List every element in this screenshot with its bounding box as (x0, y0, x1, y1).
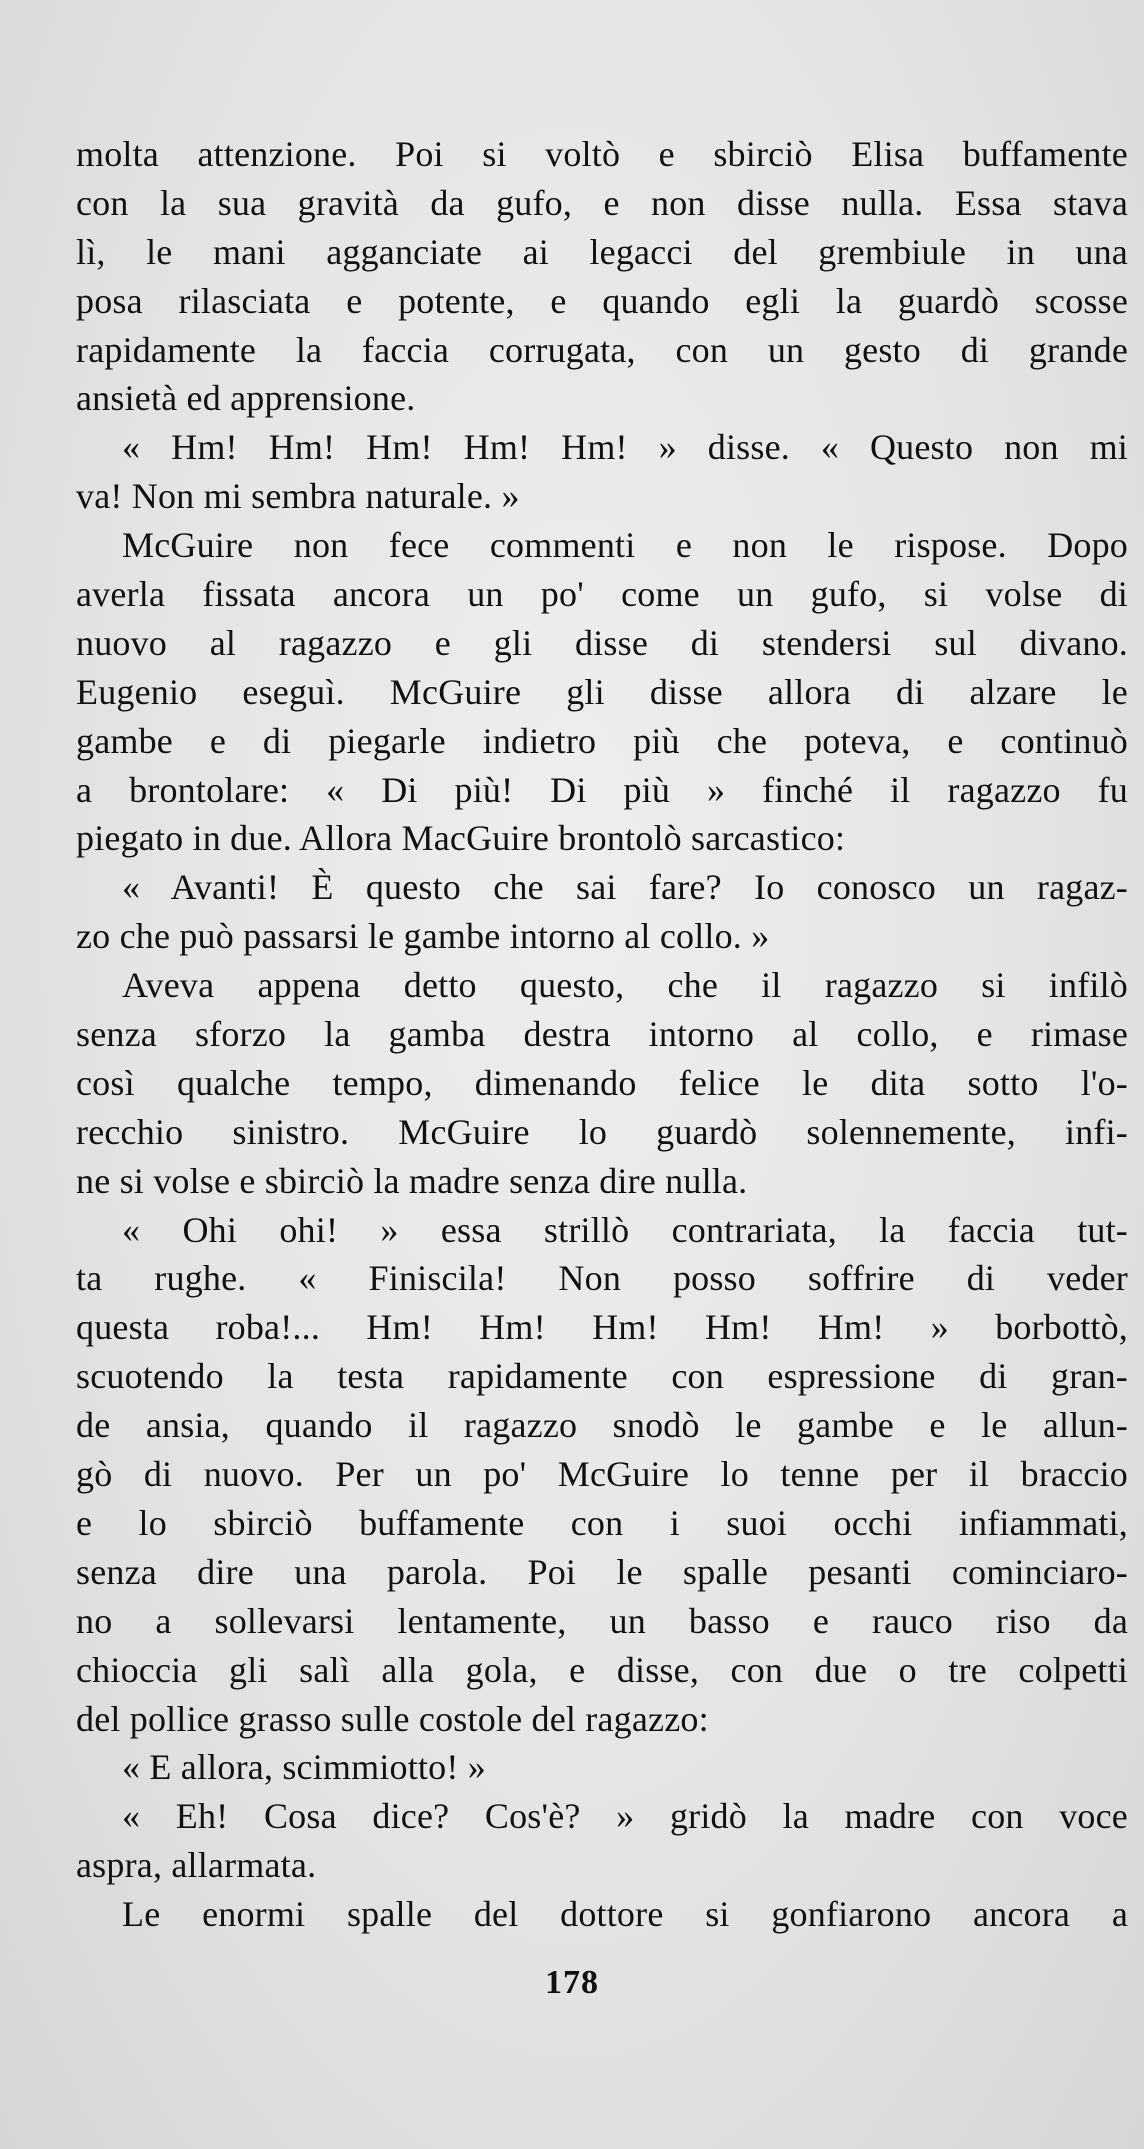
text-line: « Hm! Hm! Hm! Hm! Hm! » disse. « Questo non mi (122, 427, 1128, 468)
text-line: McGuire non fece commenti e non le rispose. Dopo (122, 525, 1128, 566)
text-line: così qualche tempo, dimenando felice le dita sotto l'o- (76, 1062, 1128, 1103)
text-line: no a sollevarsi lentamente, un basso e rauco riso da (76, 1600, 1128, 1641)
text-line: chioccia gli salì alla gola, e disse, con due o tre colpetti (76, 1649, 1128, 1690)
text-line: zo che può passarsi le gambe intorno al collo. » (76, 916, 770, 957)
text-line: « Avanti! È questo che sai fare? Io conosco un ragaz- (122, 867, 1128, 908)
text-line: questa roba!... Hm! Hm! Hm! Hm! Hm! » borbottò, (76, 1307, 1128, 1348)
text-line: ne si volse e sbirciò la madre senza dire nulla. (76, 1160, 748, 1201)
text-line: piegato in due. Allora MacGuire brontolò sarcastico: (76, 818, 846, 859)
text-line: ansietà ed apprensione. (76, 378, 416, 419)
text-line: gò di nuovo. Per un po' McGuire lo tenne per il braccio (76, 1454, 1128, 1495)
body-text (76, 130, 1128, 1939)
text-line: senza sforzo la gamba destra intorno al collo, e rimase (76, 1014, 1128, 1055)
text-line: a brontolare: « Di più! Di più » finché il ragazzo fu (76, 769, 1128, 810)
text-line: nuovo al ragazzo e gli disse di stendersi sul divano. (76, 622, 1128, 663)
text-line: gambe e di piegarle indietro più che poteva, e continuò (76, 720, 1128, 761)
text-line: recchio sinistro. McGuire lo guardò solennemente, infi- (76, 1111, 1128, 1152)
text-line: posa rilasciata e potente, e quando egli la guardò scosse (76, 280, 1128, 321)
text-line: molta attenzione. Poi si voltò e sbirciò Elisa buffamente (76, 134, 1128, 174)
text-line: rapidamente la faccia corrugata, con un gesto di grande (76, 329, 1128, 370)
text-line: aspra, allarmata. (76, 1845, 317, 1886)
text-line: « Eh! Cosa dice? Cos'è? » gridò la madre con voce (122, 1796, 1128, 1837)
text-line: Aveva appena detto questo, che il ragazzo si infilò (122, 965, 1128, 1006)
text-line: scuotendo la testa rapidamente con espressione di gran- (76, 1356, 1128, 1397)
text-line: ta rughe. « Finiscila! Non posso soffrire di veder (76, 1258, 1128, 1299)
text-line: va! Non mi sembra naturale. » (76, 476, 520, 517)
text-line: « E allora, scimmiotto! » (122, 1747, 486, 1788)
text-line: con la sua gravità da gufo, e non disse nulla. Essa stava (76, 182, 1128, 223)
text-line: Eugenio eseguì. McGuire gli disse allora di alzare le (76, 671, 1128, 712)
text-line: « Ohi ohi! » essa strillò contrariata, la faccia tut- (122, 1209, 1128, 1250)
text-line: averla fissata ancora un po' come un gufo, si volse di (76, 574, 1128, 615)
text-line: Le enormi spalle del dottore si gonfiarono ancora a (122, 1894, 1128, 1935)
text-line: senza dire una parola. Poi le spalle pesanti cominciaro- (76, 1551, 1128, 1592)
text-line: e lo sbirciò buffamente con i suoi occhi infiammati, (76, 1502, 1128, 1543)
text-line: lì, le mani agganciate ai legacci del grembiule in una (76, 231, 1128, 272)
text-line: de ansia, quando il ragazzo snodò le gambe e le allun- (76, 1405, 1128, 1446)
page-number: 178 (545, 1964, 599, 2001)
text-line: del pollice grasso sulle costole del ragazzo: (76, 1698, 709, 1739)
